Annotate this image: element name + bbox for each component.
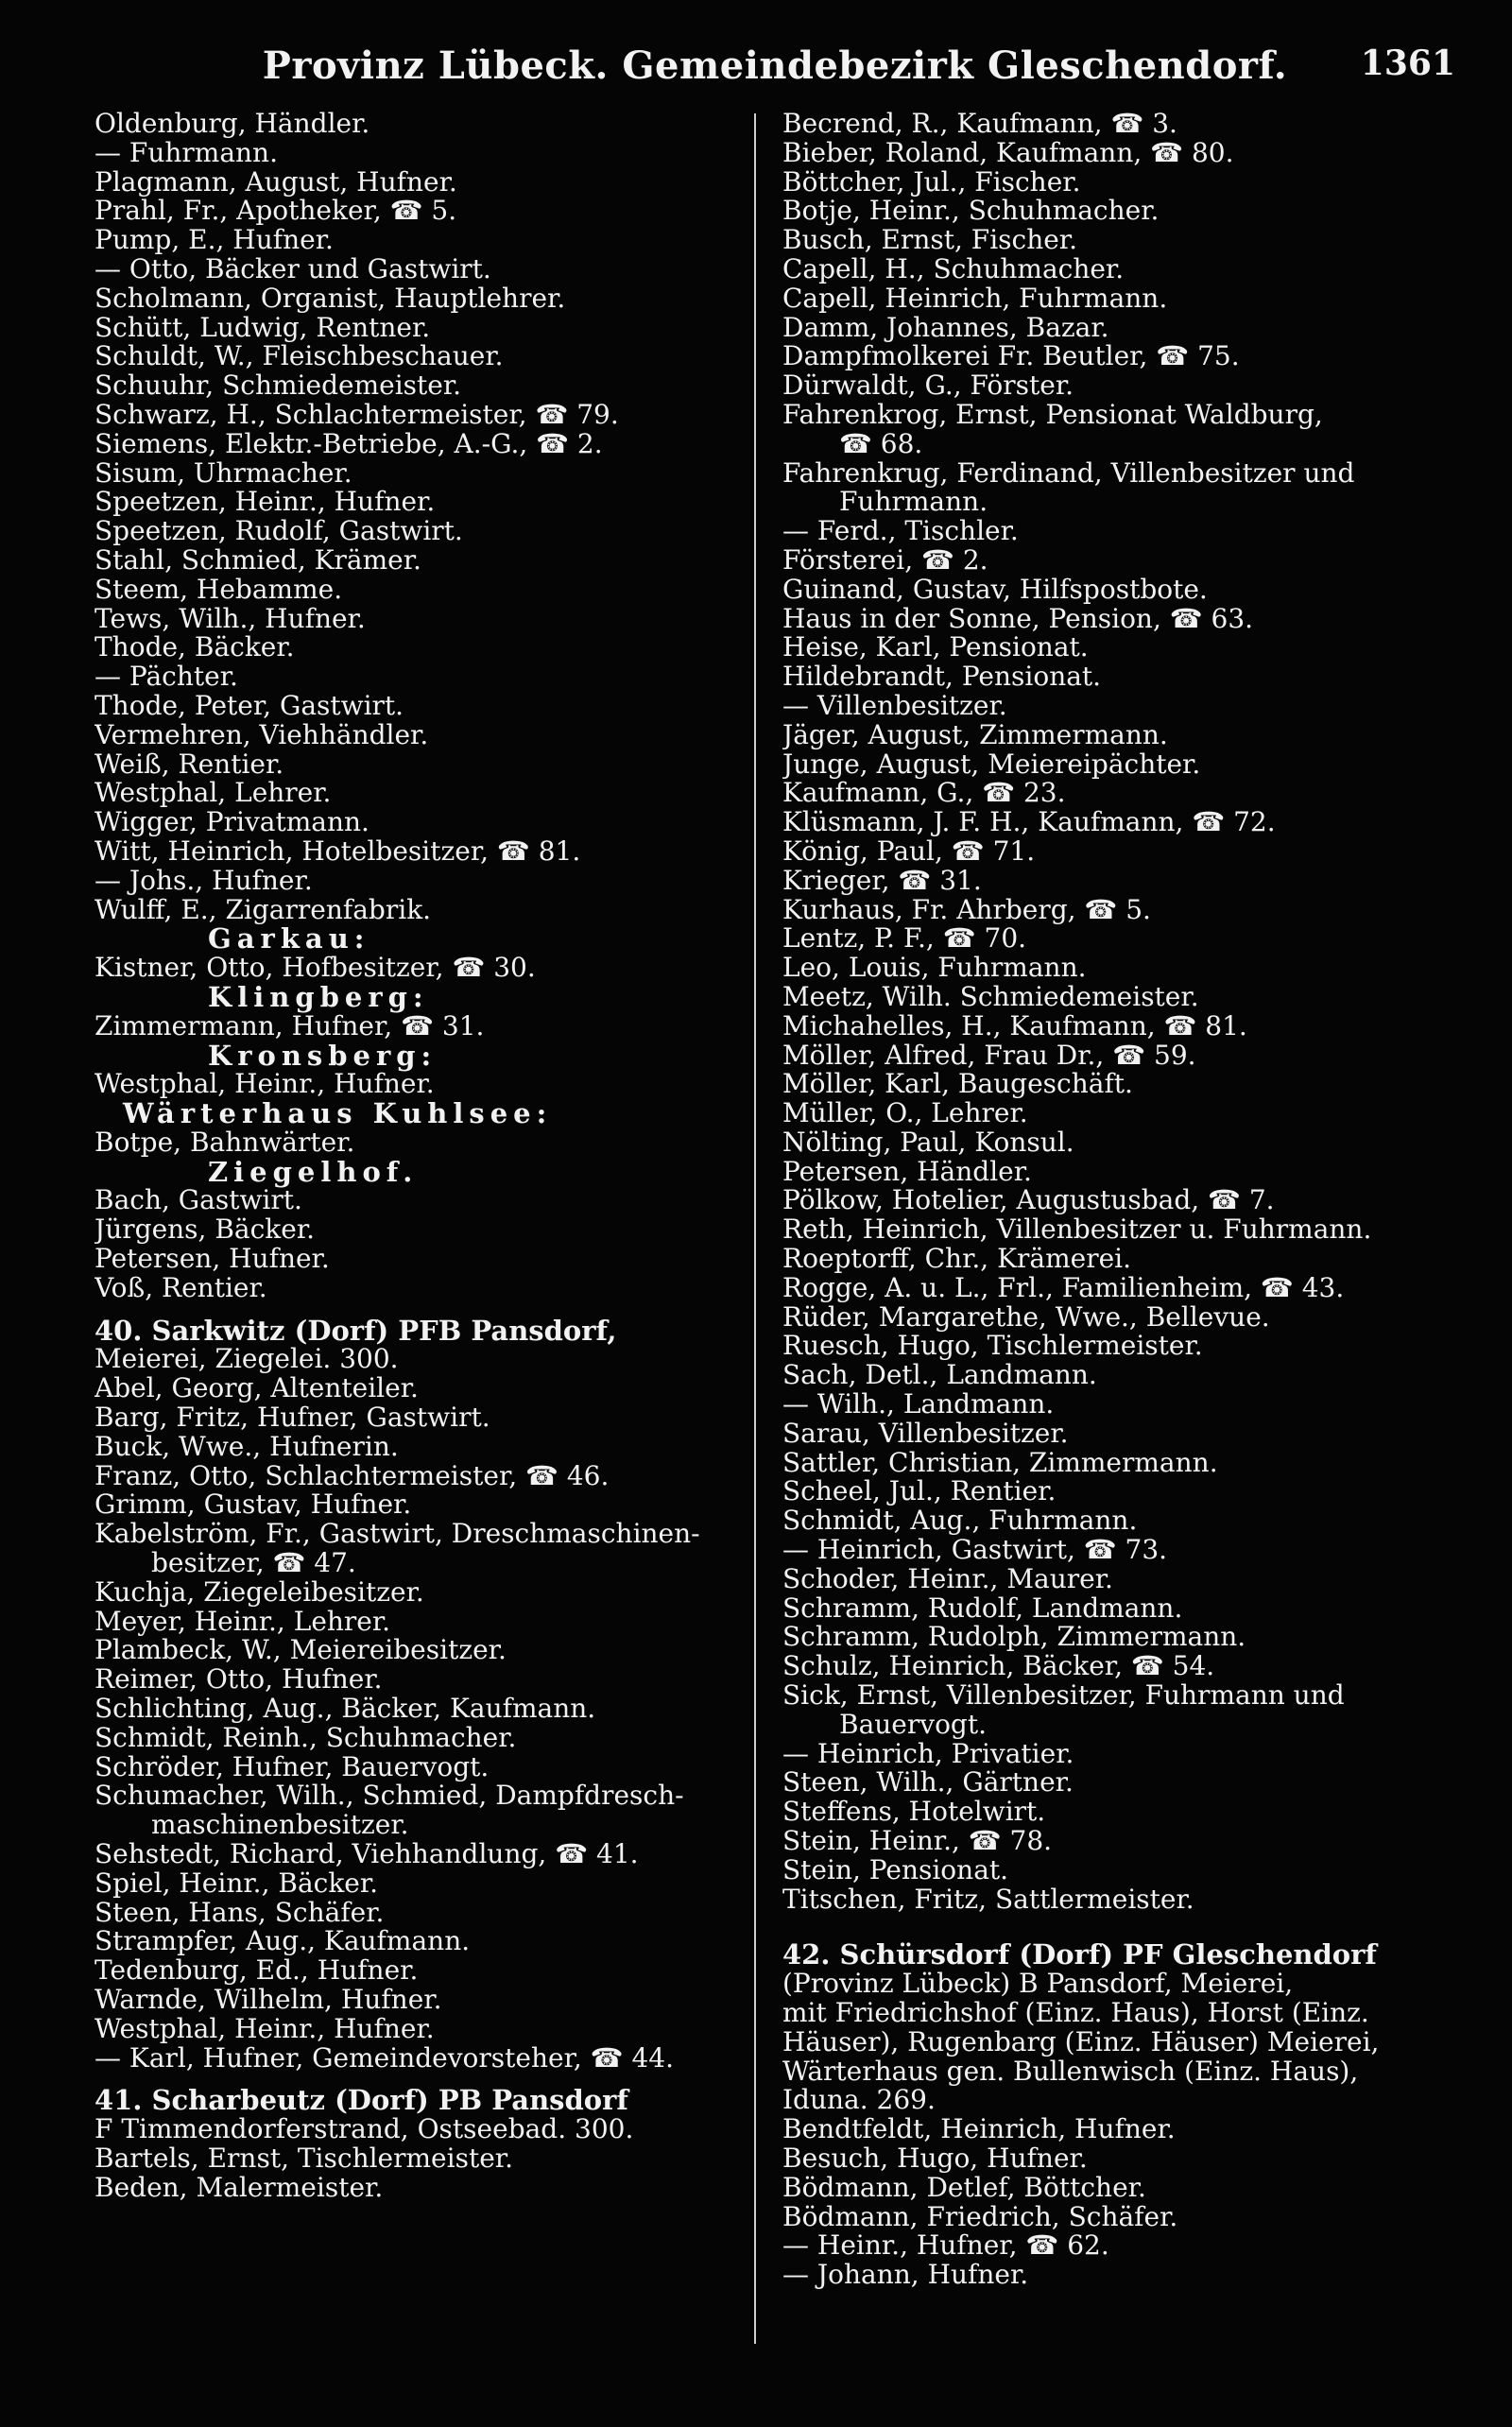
entry: Roeptorff, Chr., Krämerei. bbox=[782, 1245, 1132, 1274]
entry: — Fuhrmann. bbox=[94, 138, 278, 168]
entry: Bendtfeldt, Heinrich, Hufner. bbox=[782, 2115, 1176, 2144]
entry: Schulz, Heinrich, Bäcker, ☎ 54. bbox=[782, 1652, 1215, 1682]
entry: Voß, Rentier. bbox=[94, 1273, 267, 1303]
entry: Sehstedt, Richard, Viehhandlung, ☎ 41. bbox=[94, 1840, 639, 1869]
place-heading: Kronsberg: bbox=[208, 1039, 438, 1072]
section-info: mit Friedrichshof (Einz. Haus), Horst (Einz. bbox=[782, 1999, 1369, 2028]
entry: Försterei, ☎ 2. bbox=[782, 545, 988, 576]
place-heading: Ziegelhof. bbox=[208, 1155, 419, 1188]
entry: Bieber, Roland, Kaufmann, ☎ 80. bbox=[782, 138, 1234, 168]
entry: Strampfer, Aug., Kaufmann. bbox=[94, 1927, 471, 1957]
entry-continuation: besitzer, ☎ 47. bbox=[151, 1549, 356, 1578]
entry: Pump, E., Hufner. bbox=[94, 226, 334, 255]
section-gap bbox=[782, 1914, 1435, 1940]
entry: Rüder, Margarethe, Wwe., Bellevue. bbox=[782, 1302, 1270, 1333]
entry: Nölting, Paul, Konsul. bbox=[782, 1127, 1074, 1158]
entry: Petersen, Händler. bbox=[782, 1157, 1032, 1187]
entry-continuation: Bauervogt. bbox=[839, 1710, 988, 1740]
entry: Westphal, Lehrer. bbox=[94, 779, 332, 809]
entry: — Ferd., Tischler. bbox=[782, 517, 1019, 546]
entry-continuation: Fuhrmann. bbox=[839, 488, 988, 518]
entry: Schmidt, Reinh., Schuhmacher. bbox=[94, 1723, 517, 1753]
place-heading: Wärterhaus Kuhlsee: bbox=[123, 1097, 553, 1130]
entry: Abel, Georg, Altenteiler. bbox=[94, 1374, 419, 1404]
entry: Dürwaldt, G., Förster. bbox=[782, 371, 1074, 401]
entry: Sick, Ernst, Villenbesitzer, Fuhrmann und bbox=[782, 1681, 1345, 1711]
entry: Sattler, Christian, Zimmermann. bbox=[782, 1448, 1218, 1478]
entry: Franz, Otto, Schlachtermeister, ☎ 46. bbox=[94, 1461, 610, 1491]
entry: Reimer, Otto, Hufner. bbox=[94, 1665, 383, 1695]
entry: Thode, Peter, Gastwirt. bbox=[94, 691, 404, 721]
entry: Botje, Heinr., Schuhmacher. bbox=[782, 197, 1160, 227]
entry: Damm, Johannes, Bazar. bbox=[782, 313, 1109, 343]
entry: Bartels, Ernst, Tischlermeister. bbox=[94, 2143, 513, 2174]
entry: Stein, Pensionat. bbox=[782, 1855, 1009, 1885]
entry: Meetz, Wilh. Schmiedemeister. bbox=[782, 982, 1199, 1012]
entry: Steen, Wilh., Gärtner. bbox=[782, 1768, 1074, 1799]
entry: Plagmann, August, Hufner. bbox=[94, 167, 457, 198]
section-info: Wärterhaus gen. Bullenwisch (Einz. Haus), bbox=[782, 2057, 1359, 2087]
entry: — Heinrich, Privatier. bbox=[782, 1739, 1074, 1769]
entry: Heise, Karl, Pensionat. bbox=[782, 633, 1089, 663]
section-heading-40: 40. Sarkwitz (Dorf) PFB Pansdorf, bbox=[94, 1316, 617, 1346]
entry: Prahl, Fr., Apotheker, ☎ 5. bbox=[94, 197, 457, 227]
column-divider bbox=[754, 113, 756, 2344]
entry: Capell, H., Schuhmacher. bbox=[782, 254, 1125, 284]
entry: Wigger, Privatmann. bbox=[94, 808, 369, 837]
entry: Schwarz, H., Schlachtermeister, ☎ 79. bbox=[94, 400, 619, 430]
entry: Stahl, Schmied, Krämer. bbox=[94, 545, 421, 576]
entry: Schmidt, Aug., Fuhrmann. bbox=[782, 1506, 1138, 1537]
entry: — Heinrich, Gastwirt, ☎ 73. bbox=[782, 1536, 1168, 1565]
entry: Zimmermann, Hufner, ☎ 31. bbox=[94, 1011, 485, 1041]
entry: Scholmann, Organist, Hauptlehrer. bbox=[94, 284, 566, 314]
entry: Fahrenkrug, Ferdinand, Villenbesitzer und bbox=[782, 458, 1355, 489]
entry: Bödmann, Friedrich, Schäfer. bbox=[782, 2202, 1178, 2232]
section-info: Iduna. 269. bbox=[782, 2086, 936, 2116]
entry: Bödmann, Detlef, Böttcher. bbox=[782, 2173, 1146, 2203]
entry: Botpe, Bahnwärter. bbox=[94, 1127, 355, 1158]
entry: Haus in der Sonne, Pension, ☎ 63. bbox=[782, 604, 1254, 634]
section-heading-41: 41. Scharbeutz (Dorf) PB Pansdorf bbox=[94, 2086, 628, 2116]
entry: Kistner, Otto, Hofbesitzer, ☎ 30. bbox=[94, 954, 536, 983]
entry: Warnde, Wilhelm, Hufner. bbox=[94, 1986, 442, 2015]
entry: Krieger, ☎ 31. bbox=[782, 866, 982, 896]
entry: — Karl, Hufner, Gemeindevorsteher, ☎ 44. bbox=[94, 2043, 674, 2074]
entry-continuation: maschinenbesitzer. bbox=[151, 1811, 409, 1841]
entry: Schramm, Rudolf, Landmann. bbox=[782, 1593, 1183, 1624]
place-heading: Garkau: bbox=[208, 922, 370, 955]
entry: Sach, Detl., Landmann. bbox=[782, 1361, 1097, 1391]
entry: Westphal, Heinr., Hufner. bbox=[94, 1070, 435, 1100]
entry: Hildebrandt, Pensionat. bbox=[782, 663, 1102, 692]
place-heading: Klingberg: bbox=[208, 980, 429, 1013]
entry-continuation: ☎ 68. bbox=[839, 429, 923, 459]
entry: — Otto, Bäcker und Gastwirt. bbox=[94, 254, 491, 284]
entry: Dampfmolkerei Fr. Beutler, ☎ 75. bbox=[782, 342, 1240, 372]
entry: Pölkow, Hotelier, Augustusbad, ☎ 7. bbox=[782, 1186, 1275, 1216]
entry: Jäger, August, Zimmermann. bbox=[782, 720, 1168, 750]
entry: Tews, Wilh., Hufner. bbox=[94, 604, 366, 634]
entry: Thode, Bäcker. bbox=[94, 633, 295, 663]
page-title: Provinz Lübeck. Gemeindebezirk Gleschendorf. bbox=[262, 43, 1288, 88]
entry: Guinand, Gustav, Hilfspostbote. bbox=[782, 575, 1208, 605]
entry: Sarau, Villenbesitzer. bbox=[782, 1419, 1069, 1449]
entry: Schlichting, Aug., Bäcker, Kaufmann. bbox=[94, 1695, 596, 1724]
entry: Witt, Heinrich, Hotelbesitzer, ☎ 81. bbox=[94, 836, 581, 867]
entry: — Johs., Hufner. bbox=[94, 866, 313, 896]
entry: — Johann, Hufner. bbox=[782, 2261, 1029, 2290]
section-info: (Provinz Lübeck) B Pansdorf, Meierei, bbox=[782, 1970, 1294, 1999]
entry: Schuldt, W., Fleischbeschauer. bbox=[94, 342, 504, 372]
entry: Möller, Karl, Baugeschäft. bbox=[782, 1070, 1133, 1100]
entry: Böttcher, Jul., Fischer. bbox=[782, 167, 1081, 198]
entry: Westphal, Heinr., Hufner. bbox=[94, 2014, 435, 2044]
entry: Fahrenkrog, Ernst, Pensionat Waldburg, bbox=[782, 400, 1323, 430]
section-info: Meierei, Ziegelei. 300. bbox=[94, 1345, 399, 1375]
entry: Schramm, Rudolph, Zimmermann. bbox=[782, 1623, 1246, 1653]
section-gap bbox=[94, 1303, 737, 1317]
entry: Speetzen, Rudolf, Gastwirt. bbox=[94, 517, 463, 546]
entry: Reth, Heinrich, Villenbesitzer u. Fuhrmann. bbox=[782, 1215, 1372, 1246]
entry: Beden, Malermeister. bbox=[94, 2173, 384, 2203]
entry: König, Paul, ☎ 71. bbox=[782, 836, 1036, 867]
entry: — Pächter. bbox=[94, 663, 238, 692]
entry: Oldenburg, Händler. bbox=[94, 110, 370, 139]
entry: Steen, Hans, Schäfer. bbox=[94, 1898, 385, 1928]
entry: Sisum, Uhrmacher. bbox=[94, 458, 352, 489]
entry: Schumacher, Wilh., Schmied, Dampfdresch- bbox=[94, 1782, 684, 1812]
entry: Grimm, Gustav, Hufner. bbox=[94, 1490, 412, 1521]
entry: Becrend, R., Kaufmann, ☎ 3. bbox=[782, 110, 1177, 139]
entry: — Wilh., Landmann. bbox=[782, 1390, 1055, 1420]
entry: Schuuhr, Schmiedemeister. bbox=[94, 371, 462, 401]
entry: Rogge, A. u. L., Frl., Familienheim, ☎ 43. bbox=[782, 1273, 1345, 1303]
left-column bbox=[94, 110, 737, 2203]
entry: Busch, Ernst, Fischer. bbox=[782, 226, 1078, 255]
entry: Wulff, E., Zigarrenfabrik. bbox=[94, 895, 432, 925]
entry: Leo, Louis, Fuhrmann. bbox=[782, 954, 1087, 983]
entry: — Villenbesitzer. bbox=[782, 691, 1007, 721]
entry: Schütt, Ludwig, Rentner. bbox=[94, 313, 431, 343]
entry: Kabelström, Fr., Gastwirt, Dreschmaschinen- bbox=[94, 1520, 700, 1550]
entry: Titschen, Fritz, Sattlermeister. bbox=[782, 1885, 1194, 1915]
entry: Ruesch, Hugo, Tischlermeister. bbox=[782, 1332, 1203, 1362]
entry: Vermehren, Viehhändler. bbox=[94, 720, 429, 750]
entry: — Heinr., Hufner, ☎ 62. bbox=[782, 2231, 1109, 2262]
entry: Tedenburg, Ed., Hufner. bbox=[94, 1956, 419, 1986]
entry: Barg, Fritz, Hufner, Gastwirt. bbox=[94, 1403, 490, 1433]
entry: Besuch, Hugo, Hufner. bbox=[782, 2143, 1088, 2174]
entry: Klüsmann, J. F. H., Kaufmann, ☎ 72. bbox=[782, 808, 1276, 837]
entry: Steffens, Hotelwirt. bbox=[782, 1798, 1046, 1828]
entry: Weiß, Rentier. bbox=[94, 749, 284, 780]
page-header bbox=[94, 38, 1455, 95]
entry: Kurhaus, Fr. Ahrberg, ☎ 5. bbox=[782, 895, 1151, 925]
entry: Kuchja, Ziegeleibesitzer. bbox=[94, 1577, 424, 1608]
entry: Stein, Heinr., ☎ 78. bbox=[782, 1827, 1053, 1856]
entry: Steem, Hebamme. bbox=[94, 575, 343, 605]
entry: Jürgens, Bäcker. bbox=[94, 1215, 316, 1246]
entry: Schröder, Hufner, Bauervogt. bbox=[94, 1752, 490, 1782]
section-gap bbox=[94, 2073, 737, 2086]
section-info: Häuser), Rugenbarg (Einz. Häuser) Meierei, bbox=[782, 2027, 1380, 2057]
entry: Scheel, Jul., Rentier. bbox=[782, 1477, 1057, 1507]
entry: Kaufmann, G., ☎ 23. bbox=[782, 779, 1066, 809]
entry: Möller, Alfred, Frau Dr., ☎ 59. bbox=[782, 1041, 1196, 1071]
entry: Buck, Wwe., Hufnerin. bbox=[94, 1432, 399, 1462]
entry: Petersen, Hufner. bbox=[94, 1245, 330, 1274]
entry: Bach, Gastwirt. bbox=[94, 1186, 302, 1216]
entry: Müller, O., Lehrer. bbox=[782, 1099, 1028, 1128]
entry: Speetzen, Heinr., Hufner. bbox=[94, 488, 436, 518]
section-heading-42: 42. Schürsdorf (Dorf) PF Gleschendorf bbox=[782, 1940, 1377, 1971]
entry: Plambeck, W., Meiereibesitzer. bbox=[94, 1636, 507, 1666]
entry: Schoder, Heinr., Maurer. bbox=[782, 1564, 1113, 1594]
entry: Capell, Heinrich, Fuhrmann. bbox=[782, 284, 1168, 314]
entry: Michahelles, H., Kaufmann, ☎ 81. bbox=[782, 1011, 1247, 1041]
entry: Siemens, Elektr.-Betriebe, A.-G., ☎ 2. bbox=[94, 429, 603, 459]
entry: Junge, August, Meiereipächter. bbox=[782, 749, 1201, 780]
right-column bbox=[782, 110, 1435, 2290]
page-number: 1361 bbox=[1360, 43, 1455, 83]
entry: Spiel, Heinr., Bäcker. bbox=[94, 1868, 379, 1899]
entry: Lentz, P. F., ☎ 70. bbox=[782, 924, 1027, 955]
entry: Meyer, Heinr., Lehrer. bbox=[94, 1607, 391, 1637]
section-info: F Timmendorferstrand, Ostseebad. 300. bbox=[94, 2115, 634, 2144]
